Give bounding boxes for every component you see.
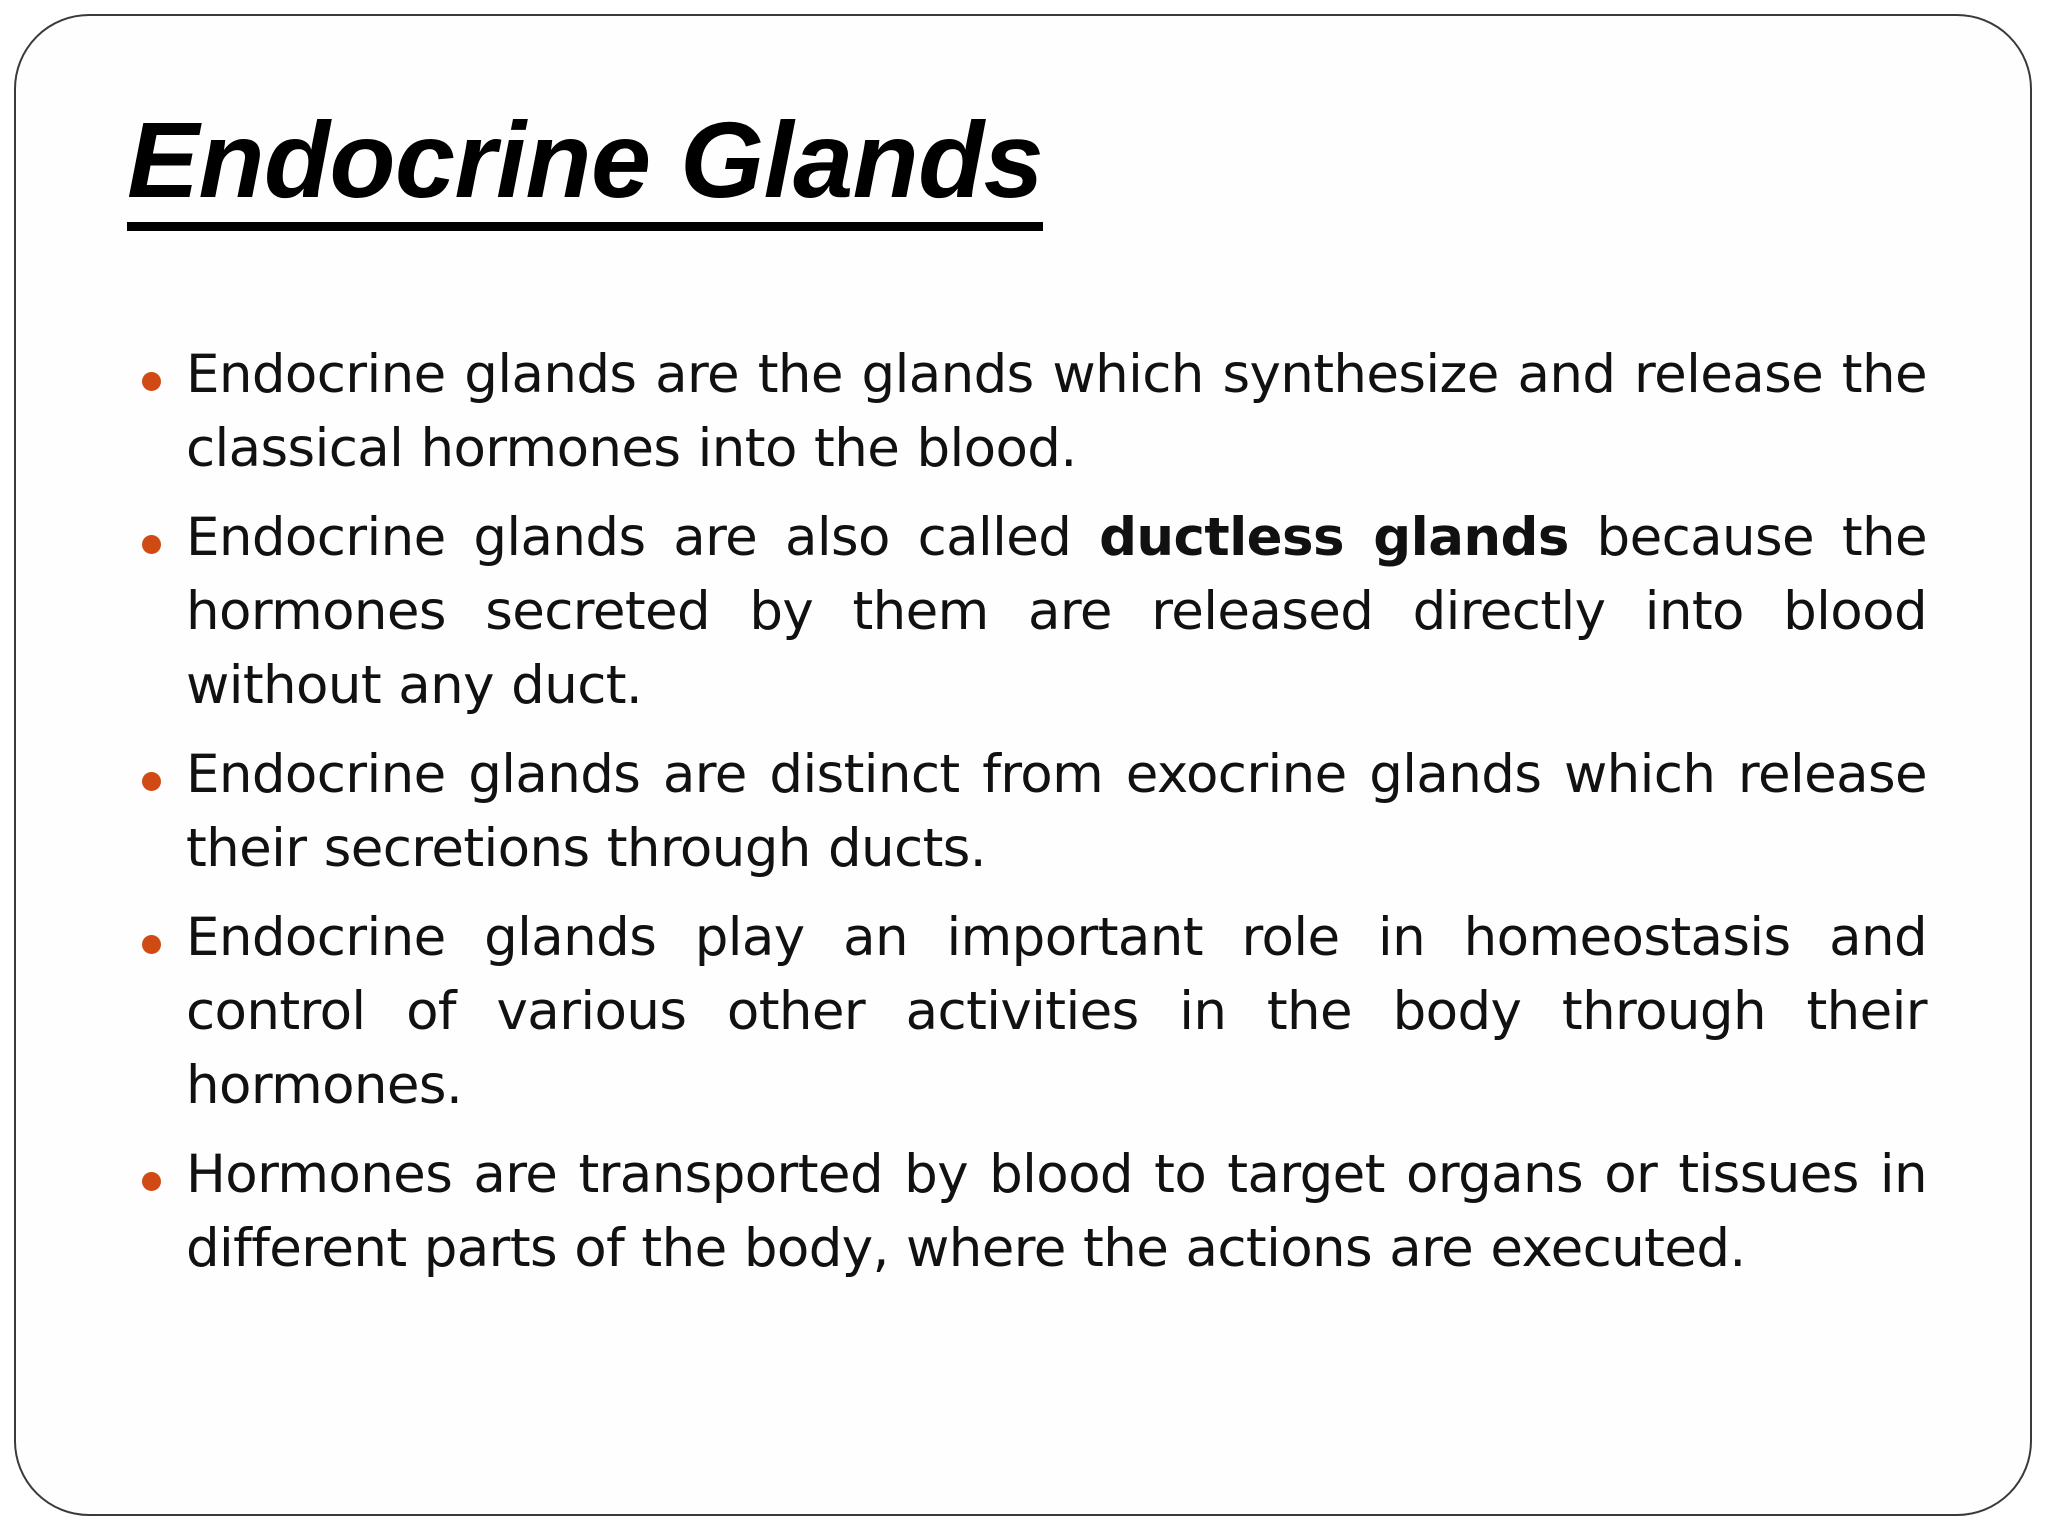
bullet-item	[186, 901, 1927, 1123]
bullet-dot-icon	[142, 535, 161, 554]
bullet-dot-icon	[142, 1172, 161, 1191]
bullet-item	[186, 738, 1927, 886]
slide-title: Endocrine Glands	[127, 98, 1043, 231]
bold-term: ductless glands	[1099, 507, 1569, 568]
bullet-item	[186, 338, 1927, 486]
slide	[14, 14, 2032, 1516]
bullet-item	[186, 501, 1927, 723]
bullet-text: Endocrine glands are the glands which synthesize and release the classical hormones into the blood.	[186, 344, 1927, 479]
bullet-item	[186, 1138, 1927, 1286]
bullet-text: Endocrine glands play an important role in homeostasis and control of various other activities in the body through their hormones.	[186, 907, 1927, 1116]
bullet-dot-icon	[142, 935, 161, 954]
bullet-text: Endocrine glands are also called ductless glands because the hormones secreted by them are released directly into blood without any duct.	[186, 507, 1927, 716]
bullet-dot-icon	[142, 372, 161, 391]
bullet-list	[186, 338, 1927, 1301]
bullet-text: Endocrine glands are distinct from exocrine glands which release their secretions through ducts.	[186, 744, 1927, 879]
bullet-dot-icon	[142, 772, 161, 791]
bullet-text: Hormones are transported by blood to target organs or tissues in different parts of the body, where the actions are executed.	[186, 1144, 1927, 1279]
